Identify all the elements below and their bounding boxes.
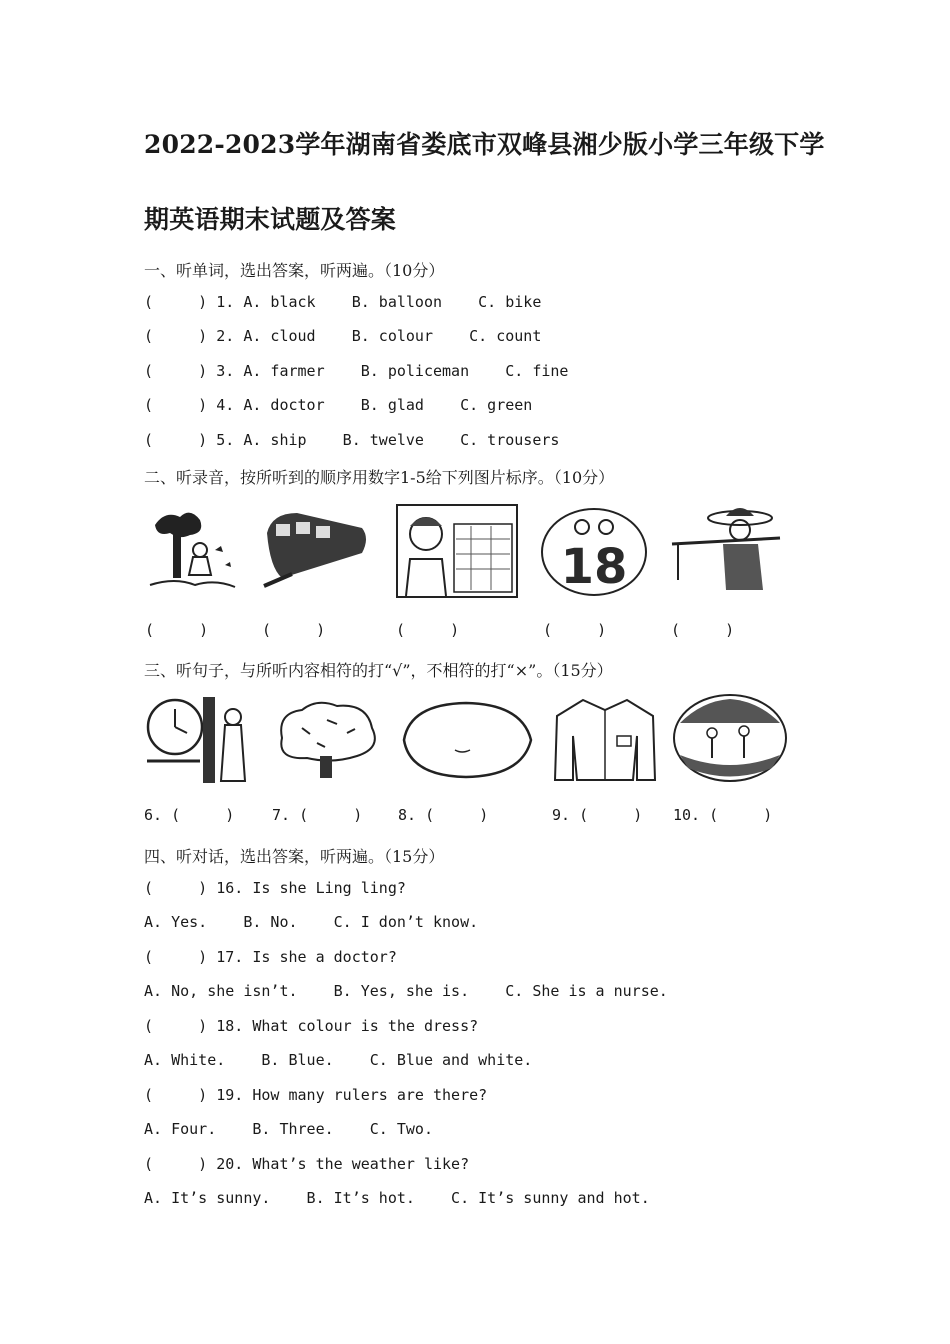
question-19-options: A. Four. B. Three. C. Two. <box>144 1120 433 1138</box>
order-blank-5[interactable]: ( ) <box>671 621 735 639</box>
section1-heading: 一、听单词，选出答案，听两遍。（10分） <box>144 261 445 280</box>
tree-picture <box>272 698 384 783</box>
question-17-options: A. No, she isn’t. B. Yes, she is. C. She is a nurse. <box>144 982 668 1000</box>
section2-heading: 二、听录音，按所听到的顺序用数字1-5给下列图片标序。（10分） <box>144 468 615 487</box>
question-17: ( ) 17. Is she a doctor? <box>144 948 397 966</box>
section3-heading: 三、听句子，与所听内容相符的打“√”，不相符的打“×”。（15分） <box>144 661 613 680</box>
question-5: ( ) 5. A. ship B. twelve C. trousers <box>144 431 560 449</box>
question-1: ( ) 1. A. black B. balloon C. bike <box>144 293 542 311</box>
order-blank-2[interactable]: ( ) <box>262 621 326 639</box>
judge-blank-10[interactable]: 10. ( ) <box>673 806 773 824</box>
judge-blank-7[interactable]: 7. ( ) <box>272 806 363 824</box>
owl-number-picture <box>540 507 648 597</box>
question-19: ( ) 19. How many rulers are there? <box>144 1086 488 1104</box>
section4-heading: 四、听对话，选出答案，听两遍。（15分） <box>144 847 445 866</box>
question-3: ( ) 3. A. farmer B. policeman C. fine <box>144 362 569 380</box>
jacket-picture <box>553 696 657 784</box>
lemon-picture <box>400 700 535 780</box>
clock-picture <box>145 695 250 785</box>
question-18: ( ) 18. What colour is the dress? <box>144 1017 479 1035</box>
question-18-options: A. White. B. Blue. C. Blue and white. <box>144 1051 533 1069</box>
question-20: ( ) 20. What’s the weather like? <box>144 1155 470 1173</box>
question-2: ( ) 2. A. cloud B. colour C. count <box>144 327 542 345</box>
page-title-line2: 期英语期末试题及答案 <box>144 205 397 234</box>
farmer-picture <box>668 500 783 598</box>
owl-number-label: 18 <box>560 539 628 595</box>
girl-under-tree-picture <box>145 505 240 595</box>
park-scene-picture <box>672 693 788 783</box>
order-blank-3[interactable]: ( ) <box>396 621 460 639</box>
train-picture <box>262 508 372 593</box>
judge-blank-9[interactable]: 9. ( ) <box>552 806 643 824</box>
question-4: ( ) 4. A. doctor B. glad C. green <box>144 396 533 414</box>
order-blank-1[interactable]: ( ) <box>145 621 209 639</box>
judge-blank-6[interactable]: 6. ( ) <box>144 806 235 824</box>
boy-with-map-picture <box>396 504 518 598</box>
question-20-options: A. It’s sunny. B. It’s hot. C. It’s sunny and hot. <box>144 1189 650 1207</box>
judge-blank-8[interactable]: 8. ( ) <box>398 806 489 824</box>
question-16: ( ) 16. Is she Ling ling? <box>144 879 406 897</box>
order-blank-4[interactable]: ( ) <box>543 621 607 639</box>
page-title-line1: 2022-2023学年湖南省娄底市双峰县湘少版小学三年级下学 <box>144 130 825 159</box>
question-16-options: A. Yes. B. No. C. I don’t know. <box>144 913 479 931</box>
